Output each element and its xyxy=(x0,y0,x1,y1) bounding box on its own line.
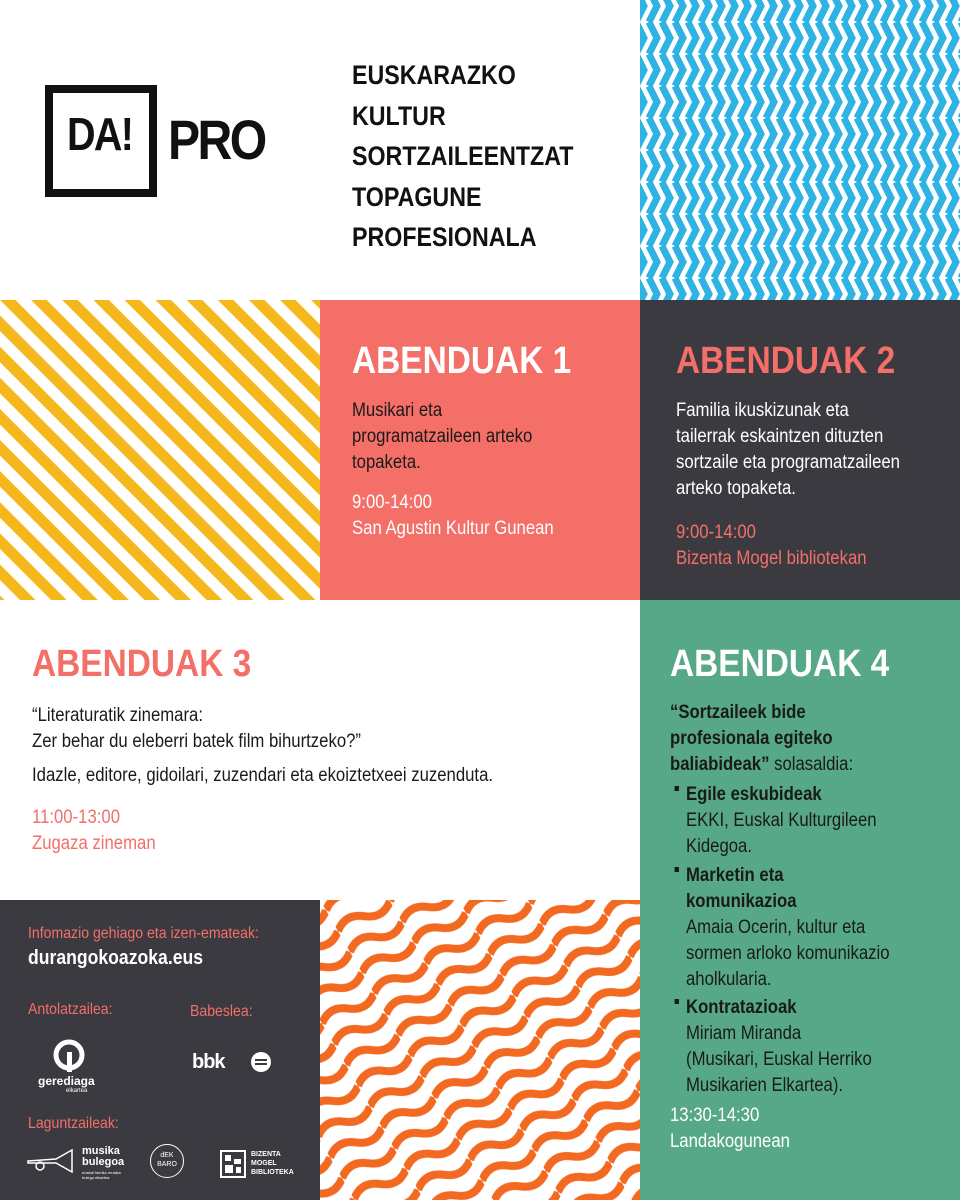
tagline-line: SORTZAILEENTZAT xyxy=(352,141,574,171)
bullet-icon xyxy=(675,999,679,1004)
yellow-diagonal-stripes xyxy=(0,300,320,600)
day2-panel xyxy=(640,300,960,600)
talk-title-line: baliabideak” xyxy=(670,754,770,775)
tagline-line: KULTUR xyxy=(352,100,446,131)
gerediaga-logo-icon xyxy=(52,1038,86,1072)
topic-detail: (Musikari, Euskal Herriko xyxy=(686,1049,872,1070)
bizenta-mogel-name xyxy=(251,1150,294,1177)
topic-detail: Musikarien Elkartea). xyxy=(686,1075,844,1096)
tagline xyxy=(352,55,632,258)
talk-suffix: solasaldia: xyxy=(769,754,854,775)
day1-schedule xyxy=(352,490,554,542)
gerediaga-name: gerediaga xyxy=(38,1074,95,1088)
desc-line: tailerrak eskaintzen dituzten xyxy=(676,426,884,447)
bbk-logo xyxy=(192,1048,282,1078)
day2-title: ABENDUAK 2 xyxy=(676,340,896,382)
logo-name-line: BIBLIOTEKA xyxy=(251,1169,294,1176)
day3-place: Zugaza zineman xyxy=(32,833,156,854)
topic-item xyxy=(686,782,877,860)
day3-title: ABENDUAK 3 xyxy=(32,643,252,685)
gerediaga-sub: elkartea xyxy=(66,1088,88,1094)
logo-pro-text: PRO xyxy=(168,108,265,171)
musika-bulegoa-sub xyxy=(82,1170,121,1180)
day1-panel xyxy=(320,300,640,600)
day2-place: Bizenta Mogel bibliotekan xyxy=(676,548,867,569)
bullet-icon xyxy=(675,867,679,872)
dekbaro-logo-icon xyxy=(150,1144,184,1178)
topic-item xyxy=(686,863,890,993)
musika-bulegoa-name xyxy=(82,1146,124,1168)
topic-heading: Marketin eta xyxy=(686,865,784,886)
sponsor-label: Babeslea: xyxy=(190,1003,253,1020)
topic-detail: , kultur eta xyxy=(787,917,866,938)
desc-line: Musikari eta xyxy=(352,400,443,421)
tagline-line: TOPAGUNE xyxy=(352,181,482,212)
day4-place: Landakogunean xyxy=(670,1131,790,1152)
topic-detail: sormen arloko komunikazio xyxy=(686,943,890,964)
quote-line: Zer behar du eleberri batek film bihurtzeko?” xyxy=(32,731,361,752)
dekbaro-name: dEK BARO xyxy=(157,1152,177,1168)
info-label: Infomazio gehiago eta izen-emateak: xyxy=(28,925,259,942)
topic-speaker: Amaia Ocerin xyxy=(686,917,788,938)
day2-schedule xyxy=(676,520,867,572)
day3-time: 11:00-13:00 xyxy=(32,807,121,828)
logo-sub-line: bulego elkartea xyxy=(82,1175,110,1180)
day1-place: San Agustin Kultur Gunean xyxy=(352,518,554,539)
musika-bulegoa-logo xyxy=(26,1144,136,1184)
day3-panel xyxy=(0,600,640,900)
bbk-circle-icon xyxy=(250,1051,272,1073)
day3-schedule xyxy=(32,805,156,857)
desc-line: arteko topaketa. xyxy=(676,478,796,499)
logo-name-line: bulegoa xyxy=(82,1156,125,1168)
day3-audience: Idazle, editore, gidoilari, zuzendari eta ekoiztetxeei zuzenduta. xyxy=(32,765,494,786)
day4-panel xyxy=(640,600,960,1200)
day2-time: 9:00-14:00 xyxy=(676,522,756,543)
dapro-logo-box xyxy=(45,85,157,197)
logo-da-text: DA! xyxy=(67,108,133,160)
day3-quote xyxy=(32,703,361,755)
library-icon xyxy=(220,1150,246,1178)
topic-speaker: Miriam Miranda xyxy=(686,1023,802,1044)
desc-line: programatzaileen arteko xyxy=(352,426,533,447)
desc-line: sortzaile eta programatzaileen xyxy=(676,452,900,473)
topic-heading: Kontratazioak xyxy=(686,997,797,1018)
day4-talk-title xyxy=(670,700,853,778)
talk-title-line: profesionala egiteko xyxy=(670,728,833,749)
collaborators-label: Laguntzaileak: xyxy=(28,1115,119,1132)
day2-description xyxy=(676,398,900,502)
day1-time: 9:00-14:00 xyxy=(352,492,432,513)
blue-zigzag-pattern xyxy=(640,0,960,300)
bizenta-mogel-logo xyxy=(220,1150,310,1180)
desc-line: topaketa. xyxy=(352,452,421,473)
topic-speaker: EKKI xyxy=(686,810,725,831)
day4-title: ABENDUAK 4 xyxy=(670,643,890,685)
orange-wave-pattern xyxy=(320,900,640,1200)
gerediaga-logo xyxy=(36,1038,116,1098)
topic-detail: Kidegoa. xyxy=(686,836,753,857)
tagline-line: EUSKARAZKO xyxy=(352,60,516,90)
talk-title-line: “Sortzaileek bide xyxy=(670,702,806,723)
logo-name-line: MOGEL xyxy=(251,1160,277,1167)
day4-time: 13:30-14:30 xyxy=(670,1105,760,1126)
day1-description xyxy=(352,398,532,476)
topic-heading: komunikazioa xyxy=(686,891,797,912)
tagline-line: PROFESIONALA xyxy=(352,222,537,252)
trumpet-icon xyxy=(26,1148,78,1174)
topic-heading: Egile eskubideak xyxy=(686,784,822,805)
bullet-icon xyxy=(675,786,679,791)
logo-name-line: musika xyxy=(82,1145,120,1157)
day4-schedule xyxy=(670,1103,790,1155)
topic-detail: aholkularia. xyxy=(686,969,772,990)
desc-line: Familia ikuskizunak eta xyxy=(676,400,849,421)
bbk-name: bbk xyxy=(192,1051,225,1073)
logo-sub-line: euskal herriko musika xyxy=(82,1170,121,1175)
topic-detail: , Euskal Kulturgileen xyxy=(724,810,877,831)
day1-title: ABENDUAK 1 xyxy=(352,340,572,382)
info-footer xyxy=(0,900,320,1200)
topic-item xyxy=(686,995,872,1099)
quote-line: “Literaturatik zinemara: xyxy=(32,705,203,726)
organizer-label: Antolatzailea: xyxy=(28,1001,113,1018)
website-link[interactable]: durangokoazoka.eus xyxy=(28,947,204,969)
logo-name-line: BIZENTA xyxy=(251,1151,281,1158)
